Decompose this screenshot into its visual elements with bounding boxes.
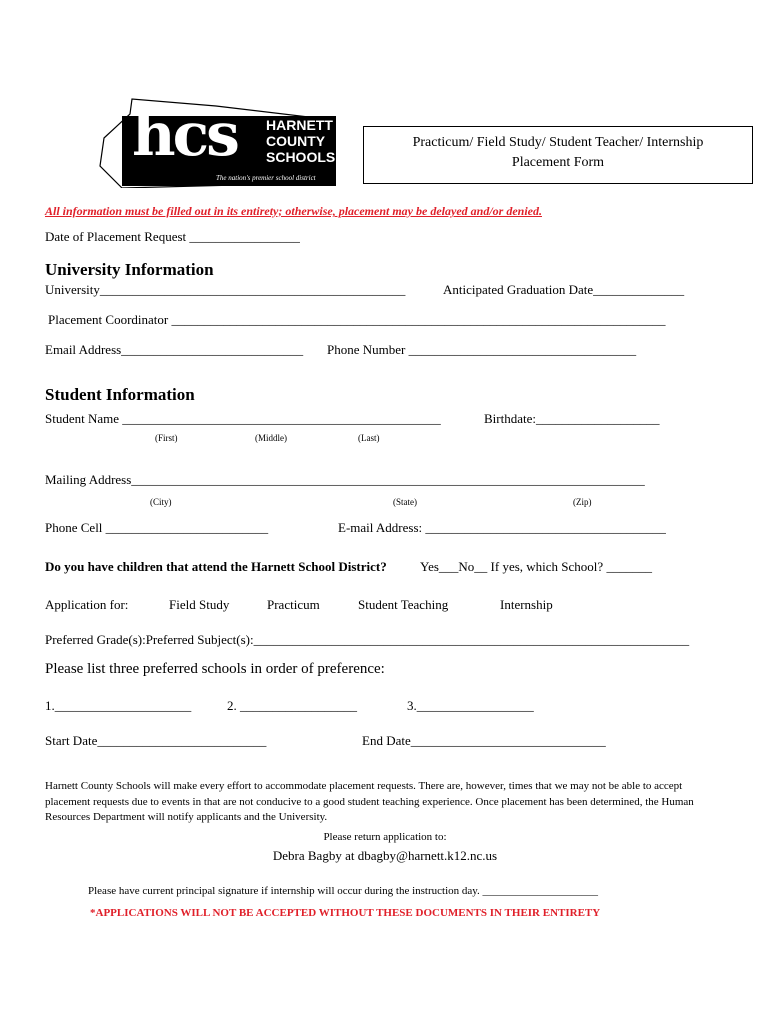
- option-practicum: Practicum: [267, 597, 320, 612]
- option-field-study: Field Study: [169, 597, 230, 612]
- form-title-box: [363, 126, 753, 184]
- graduation-date-field: Anticipated Graduation Date______________: [443, 282, 685, 297]
- university-field: University_______________________________________________: [45, 282, 406, 297]
- logo-harnett: HARNETT: [266, 117, 333, 133]
- form-title-line1: Practicum/ Field Study/ Student Teacher/ Internship: [412, 135, 704, 150]
- school-choice-2: 2. __________________: [227, 698, 357, 713]
- option-internship: Internship: [500, 597, 553, 612]
- warning-text: All information must be filled out in its entirety; otherwise, placement may be delayed and/or denied.: [45, 204, 542, 218]
- application-for-label: Application for:: [45, 597, 129, 612]
- student-name-field: Student Name _________________________________________________: [45, 411, 441, 426]
- preferred-schools-prompt: Please list three preferred schools in order of preference:: [45, 661, 385, 677]
- logo-county: COUNTY: [266, 133, 326, 149]
- disclaimer-paragraph: Harnett County Schools will make every effort to accommodate placement requests. There are, however, times that we may not be able to accept placement requests due to events in that are not conducive to a good student teaching experience. Once placement has been determined, the Human Resources Department will notify applicants and the University.: [45, 780, 694, 823]
- start-date-field: Start Date__________________________: [45, 733, 267, 748]
- children-question: Do you have children that attend the Harnett School District?: [45, 559, 387, 574]
- option-student-teaching: Student Teaching: [358, 597, 449, 612]
- zip-label: (Zip): [573, 497, 592, 507]
- student-heading: Student Information: [45, 385, 195, 404]
- return-application-text: Please return application to:: [323, 831, 447, 843]
- contact-line: Debra Bagby at dbagby@harnett.k12.nc.us: [272, 848, 498, 863]
- placement-coordinator-field: Placement Coordinator ____________________________________________________________________________: [48, 312, 666, 327]
- city-label: (City): [150, 497, 172, 507]
- school-choice-1: 1._____________________: [45, 698, 192, 713]
- form-title-line2: Placement Form: [511, 155, 605, 170]
- first-name-label: (First): [155, 433, 178, 443]
- state-label: (State): [393, 497, 417, 507]
- birthdate-field: Birthdate:___________________: [484, 411, 660, 426]
- student-email-field: E-mail Address: _____________________________________: [338, 520, 666, 535]
- logo-tagline: The nation's premier school district: [216, 174, 316, 182]
- final-notice: *APPLICATIONS WILL NOT BE ACCEPTED WITHOUT THESE DOCUMENTS IN THEIR ENTIRETY: [90, 907, 601, 919]
- phone-cell-field: Phone Cell _________________________: [45, 520, 269, 535]
- middle-name-label: (Middle): [255, 433, 287, 443]
- university-phone-field: Phone Number ___________________________________: [327, 342, 637, 357]
- date-of-placement-request: Date of Placement Request _________________: [45, 229, 300, 244]
- children-answer: Yes___No__ If yes, which School? _______: [420, 559, 652, 574]
- hcs-logo: [96, 96, 340, 188]
- logo-schools: SCHOOLS: [266, 149, 336, 165]
- principal-signature-line: Please have current principal signature if internship will occur during the instruction day. _____________________: [88, 885, 599, 897]
- university-email-field: Email Address____________________________: [45, 342, 304, 357]
- mailing-address-field: Mailing Address_______________________________________________________________________________: [45, 472, 645, 487]
- school-choice-3: 3.__________________: [407, 698, 534, 713]
- logo-initials: hcs: [132, 100, 237, 170]
- end-date-field: End Date______________________________: [362, 733, 606, 748]
- university-heading: University Information: [45, 260, 214, 279]
- preferred-grade-subject-field: Preferred Grade(s):Preferred Subject(s):___________________________________________________________________: [45, 632, 690, 647]
- last-name-label: (Last): [358, 433, 380, 443]
